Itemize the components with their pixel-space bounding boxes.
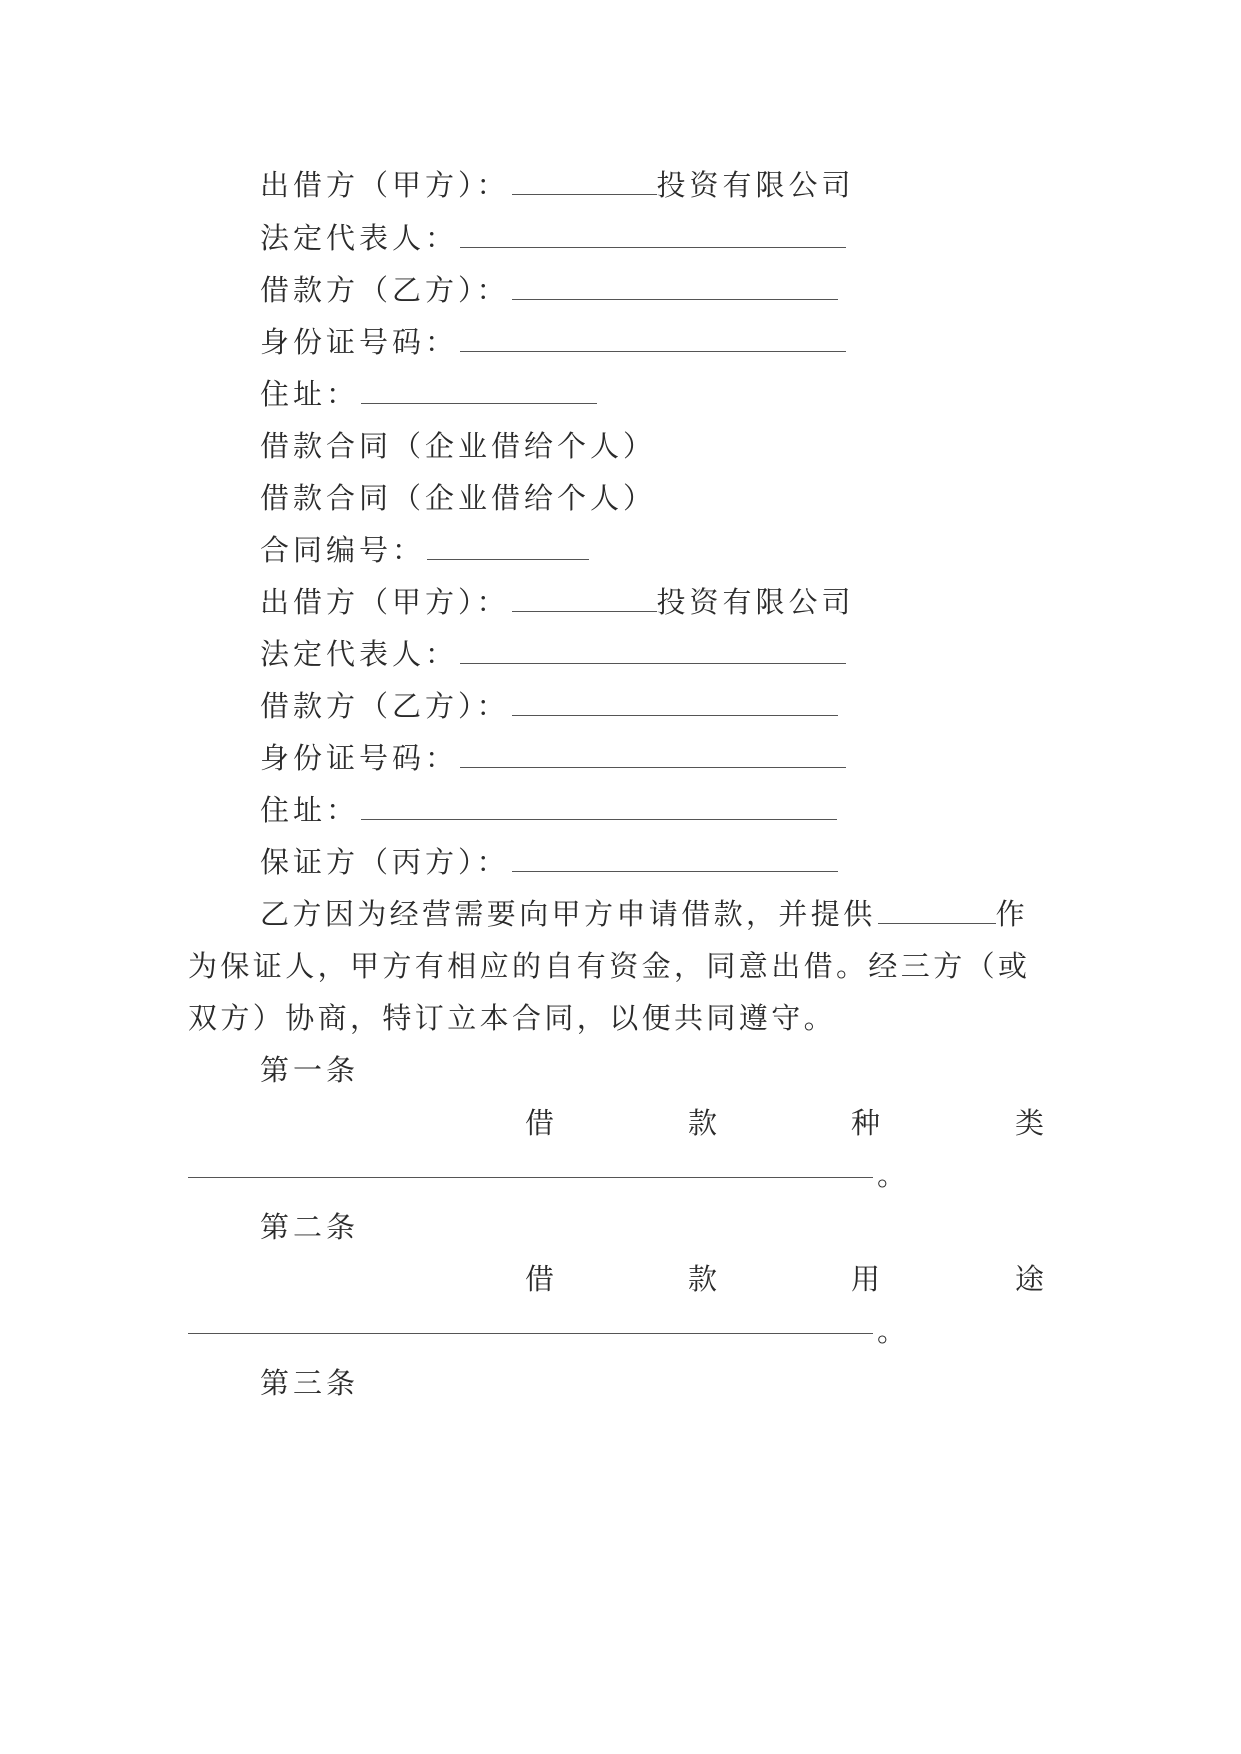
lender-line xyxy=(0,165,1241,205)
lender-label: 出借方（甲方）： xyxy=(260,168,510,202)
legal-rep-label-2: 法定代表人： xyxy=(260,637,459,671)
guarantor-label: 保证方（丙方）： xyxy=(260,845,510,879)
address-blank[interactable] xyxy=(361,381,597,404)
id-number-blank-2[interactable] xyxy=(460,745,846,768)
id-number-line xyxy=(0,322,1241,362)
article-2-word-2: 款 xyxy=(688,1262,718,1296)
preamble-text-1a: 乙方因为经营需要向甲方申请借款，并提供 xyxy=(260,897,876,931)
contract-number-label: 合同编号： xyxy=(260,533,426,567)
article-1-word-1: 借 xyxy=(525,1106,555,1140)
borrower-blank-2[interactable] xyxy=(512,693,838,716)
article-1-word-4: 类 xyxy=(1015,1106,1045,1140)
article-3-title-text: 第三条 xyxy=(260,1366,360,1400)
legal-rep-line xyxy=(0,218,1241,258)
article-2-title xyxy=(0,1207,1241,1247)
article-2-word-4: 途 xyxy=(1015,1262,1045,1296)
address-line xyxy=(0,374,1241,414)
article-1-word-2: 款 xyxy=(688,1106,718,1140)
contract-title xyxy=(0,426,1241,466)
article-1-blank[interactable] xyxy=(188,1176,873,1178)
lender-label-2: 出借方（甲方）： xyxy=(260,585,510,619)
guarantor-blank[interactable] xyxy=(512,849,838,872)
contract-number-blank[interactable] xyxy=(427,537,589,560)
preamble-text-3: 双方）协商，特订立本合同，以便共同遵守。 xyxy=(188,1001,837,1035)
preamble-line-1 xyxy=(0,894,1241,934)
contract-number-line xyxy=(0,530,1241,570)
article-2-word-3: 用 xyxy=(851,1262,881,1296)
article-2-blank[interactable] xyxy=(188,1332,873,1334)
article-1-period: 。 xyxy=(877,1158,907,1192)
borrower-label: 借款方（乙方）： xyxy=(260,273,510,307)
article-3-title xyxy=(0,1363,1241,1403)
id-number-label: 身份证号码： xyxy=(260,325,459,359)
lender-suffix: 投资有限公司 xyxy=(656,168,855,202)
borrower-line-2 xyxy=(0,686,1241,726)
borrower-label-2: 借款方（乙方）： xyxy=(260,689,510,723)
preamble-line-2 xyxy=(0,946,1241,986)
legal-rep-blank[interactable] xyxy=(460,225,846,248)
legal-rep-line-2 xyxy=(0,634,1241,674)
lender-suffix-2: 投资有限公司 xyxy=(656,585,855,619)
address-blank-2[interactable] xyxy=(361,797,837,820)
address-label: 住址： xyxy=(260,377,360,411)
address-label-2: 住址： xyxy=(260,793,360,827)
article-1-title xyxy=(0,1050,1241,1090)
id-number-line-2 xyxy=(0,738,1241,778)
id-number-label-2: 身份证号码： xyxy=(260,741,459,775)
article-1-word-3: 种 xyxy=(851,1106,881,1140)
legal-rep-blank-2[interactable] xyxy=(460,641,846,664)
article-2-word-1: 借 xyxy=(525,1262,555,1296)
contract-title-text: 借款合同（企业借给个人） xyxy=(260,429,657,463)
preamble-line-3 xyxy=(0,998,1241,1038)
lender-name-blank[interactable] xyxy=(512,172,657,195)
article-2-title-text: 第二条 xyxy=(260,1210,360,1244)
borrower-line xyxy=(0,270,1241,310)
guarantor-line xyxy=(0,842,1241,882)
contract-title-repeat xyxy=(0,478,1241,518)
preamble-text-2: 为保证人，甲方有相应的自有资金，同意出借。经三方（或 xyxy=(188,949,1031,983)
contract-title-repeat-text: 借款合同（企业借给个人） xyxy=(260,481,657,515)
id-number-blank[interactable] xyxy=(460,329,846,352)
lender-name-blank-2[interactable] xyxy=(512,589,657,612)
article-1-title-text: 第一条 xyxy=(260,1053,360,1087)
borrower-blank[interactable] xyxy=(512,277,838,300)
article-2-period: 。 xyxy=(877,1314,907,1348)
guarantor-provided-blank[interactable] xyxy=(878,901,996,924)
lender-line-2 xyxy=(0,582,1241,622)
preamble-text-1b: 作 xyxy=(995,897,1029,931)
legal-rep-label: 法定代表人： xyxy=(260,221,459,255)
address-line-2 xyxy=(0,790,1241,830)
